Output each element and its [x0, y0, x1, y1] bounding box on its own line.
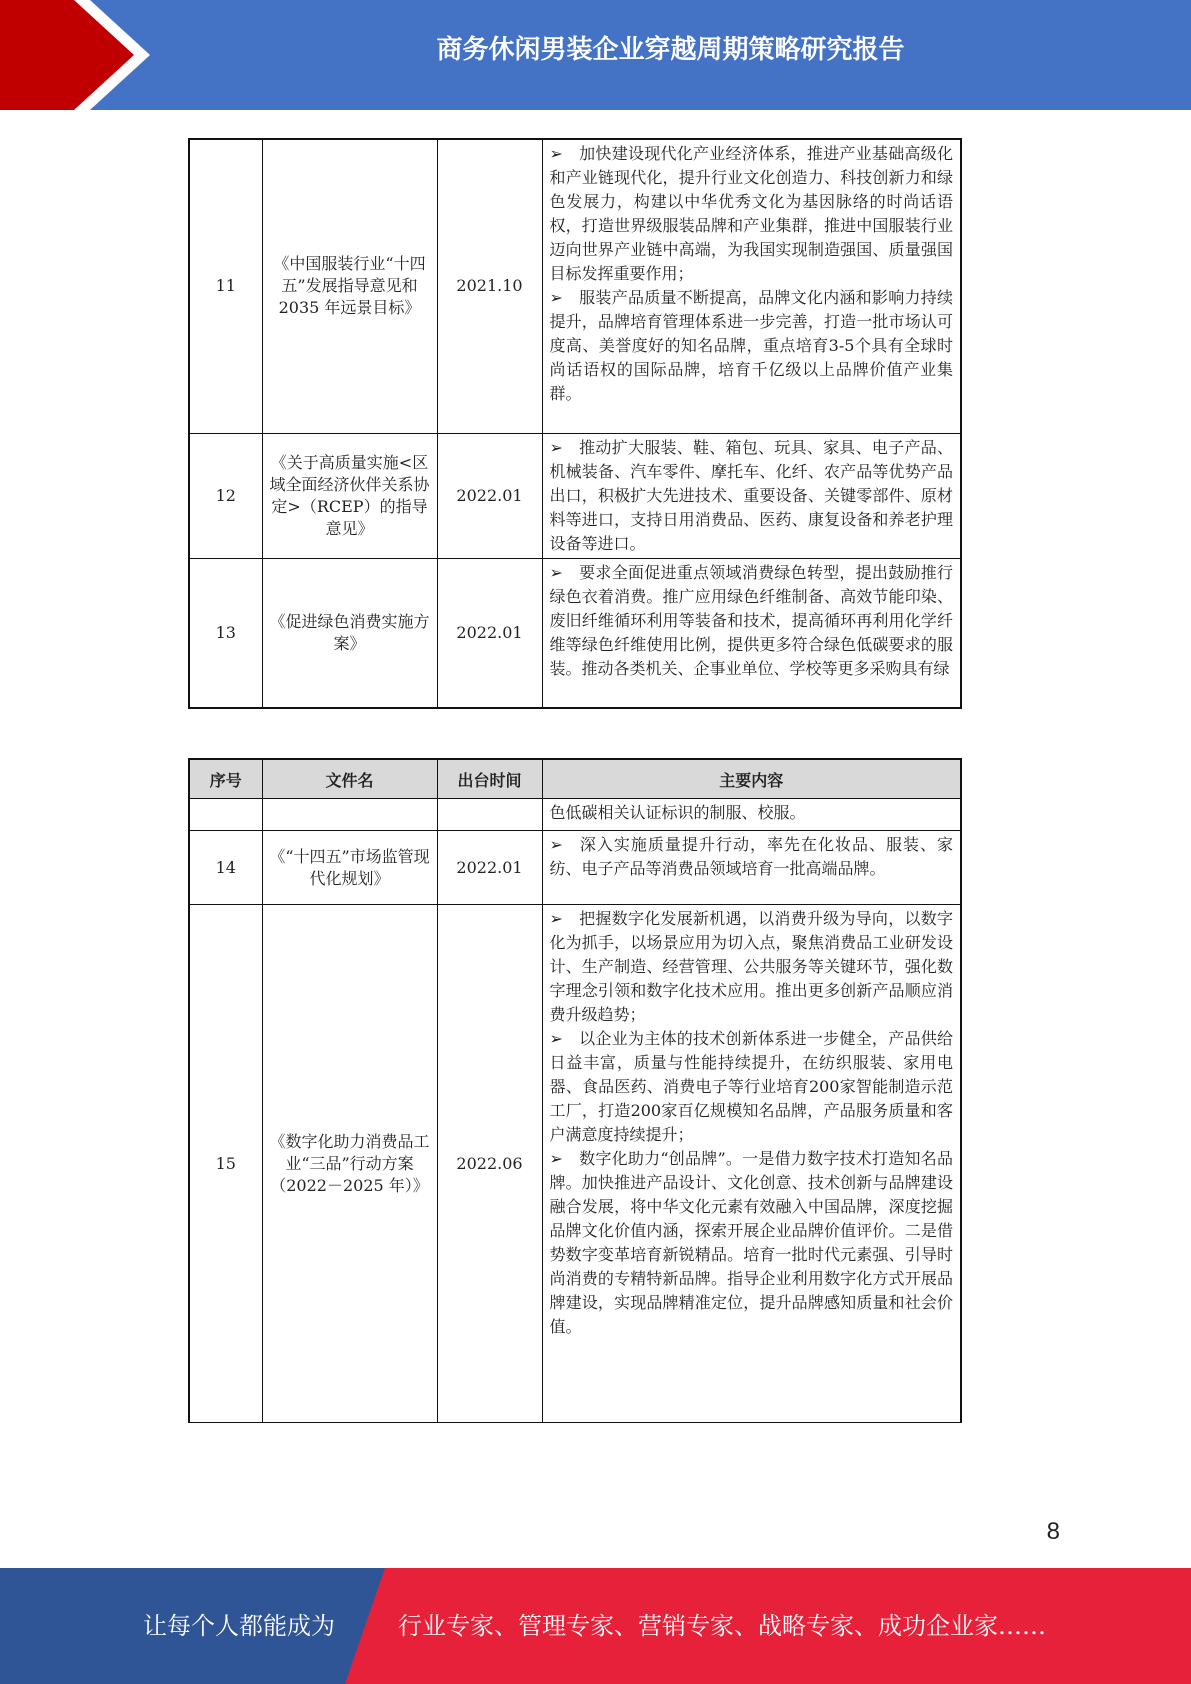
header-banner [0, 0, 1191, 110]
header-issue-date: 出台时间 [437, 759, 542, 799]
main-content [542, 139, 961, 433]
issue-date: 2022.01 [437, 558, 542, 708]
document-name: 《数字化助力消费品工业“三品”行动方案（2022－2025 年）》 [262, 905, 437, 1423]
document-name: 《关于高质量实施<区域全面经济伙伴关系协定>（RCEP）的指导意见》 [262, 433, 437, 558]
page-number: 8 [1046, 1518, 1060, 1545]
header-document-name: 文件名 [262, 759, 437, 799]
row-number: 12 [189, 433, 262, 558]
empty-cell [189, 799, 262, 831]
content-point: ➢ 以企业为主体的技术创新体系进一步健全，产品供给日益丰富，质量与性能持续提升，在纺织服装、家用电器、食品医药、消费电子等行业培育200家智能制造示范工厂，打造200家百亿规模知名品牌，产品服务质量和客户满意度持续提升； [549, 1029, 953, 1144]
policy-table-part1 [188, 138, 962, 709]
arrow-bullet-icon: ➢ [549, 835, 563, 854]
row-number: 11 [189, 139, 262, 433]
content-point: ➢ 数字化助力“创品牌”。一是借力数字技术打造知名品牌。加快推进产品设计、文化创意、技术创新与品牌建设融合发展，将中华文化元素有效融入中国品牌，深度挖掘品牌文化价值内涵，探索开展企业品牌价值评价。二是借势数字变革培育新锐精品。培育一批时代元素强、引导时尚消费的专精特新品牌。指导企业利用数字化方式开展品牌建设，实现品牌精准定位，提升品牌感知质量和社会价值。 [549, 1149, 953, 1336]
main-content [542, 558, 961, 708]
header-main-content: 主要内容 [542, 759, 961, 799]
table-row [189, 558, 961, 708]
header-arrow-shape [0, 0, 134, 110]
main-content [542, 433, 961, 558]
arrow-bullet-icon: ➢ [549, 1029, 563, 1048]
issue-date: 2022.01 [437, 433, 542, 558]
report-title: 商务休闲男装企业穿越周期策略研究报告 [436, 35, 905, 65]
row-number: 15 [189, 905, 262, 1423]
policy-table-part2 [188, 758, 962, 1423]
document-name: 《“十四五”市场监管现代化规划》 [262, 831, 437, 905]
document-name: 《促进绿色消费实施方案》 [262, 558, 437, 708]
footer-slogan-left: 让每个人都能成为 [143, 1612, 335, 1640]
arrow-bullet-icon: ➢ [549, 288, 563, 307]
arrow-bullet-icon: ➢ [549, 437, 563, 457]
content-point: ➢ 要求全面促进重点领域消费绿色转型，提出鼓励推行绿色衣着消费。推广应用绿色纤维制备、高效节能印染、废旧纤维循环利用等装备和技术，提高循环再利用化学纤维等绿色纤维使用比例，提供更多符合绿色低碳要求的服装。推动各类机关、企事业单位、学校等更多采购具有绿 [549, 562, 953, 678]
content-point: ➢ 深入实施质量提升行动，率先在化妆品、服装、家纺、电子产品等消费品领域培育一批高端品牌。 [549, 835, 953, 878]
table-header-row [189, 759, 961, 799]
continued-content: 色低碳相关认证标识的制服、校服。 [542, 799, 961, 831]
table-row-continuation [189, 799, 961, 831]
footer-banner [0, 1568, 1191, 1684]
arrow-bullet-icon: ➢ [549, 562, 563, 582]
row-number: 14 [189, 831, 262, 905]
arrow-bullet-icon: ➢ [549, 1149, 563, 1168]
main-content [542, 831, 961, 905]
header-serial-number: 序号 [189, 759, 262, 799]
table-row [189, 433, 961, 558]
main-content [542, 905, 961, 1423]
empty-cell [437, 799, 542, 831]
table-row [189, 831, 961, 905]
document-name: 《中国服装行业“十四五”发展指导意见和 2035 年远景目标》 [262, 139, 437, 433]
table-row [189, 905, 961, 1423]
empty-cell [262, 799, 437, 831]
issue-date: 2022.06 [437, 905, 542, 1423]
content-point: ➢ 推动扩大服装、鞋、箱包、玩具、家具、电子产品、机械装备、汽车零件、摩托车、化纤、农产品等优势产品出口，积极扩大先进技术、重要设备、关键零部件、原材料等进口，支持日用消费品、医药、康复设备和养老护理设备等进口。 [549, 437, 953, 553]
content-point: ➢ 服装产品质量不断提高，品牌文化内涵和影响力持续提升，品牌培育管理体系进一步完善，打造一批市场认可度高、美誉度好的知名品牌，重点培育3-5个具有全球时尚话语权的国际品牌，培育千亿级以上品牌价值产业集群。 [549, 288, 953, 403]
table-row [189, 139, 961, 433]
footer-slogan-right: 行业专家、管理专家、营销专家、战略专家、成功企业家…… [398, 1612, 1046, 1640]
arrow-bullet-icon: ➢ [549, 144, 563, 163]
row-number: 13 [189, 558, 262, 708]
arrow-bullet-icon: ➢ [549, 909, 563, 928]
issue-date: 2022.01 [437, 831, 542, 905]
content-point: ➢ 把握数字化发展新机遇，以消费升级为导向，以数字化为抓手，以场景应用为切入点，聚焦消费品工业研发设计、生产制造、经营管理、公共服务等关键环节，强化数字理念引领和数字化技术应用。推出更多创新产品顺应消费升级趋势； [549, 909, 953, 1024]
issue-date: 2021.10 [437, 139, 542, 433]
content-point: ➢ 加快建设现代化产业经济体系，推进产业基础高级化和产业链现代化，提升行业文化创造力、科技创新力和绿色发展力，构建以中华优秀文化为基因脉络的时尚话语权，打造世界级服装品牌和产业集群，推进中国服装行业迈向世界产业链中高端，为我国实现制造强国、质量强国目标发挥重要作用； [549, 144, 953, 283]
